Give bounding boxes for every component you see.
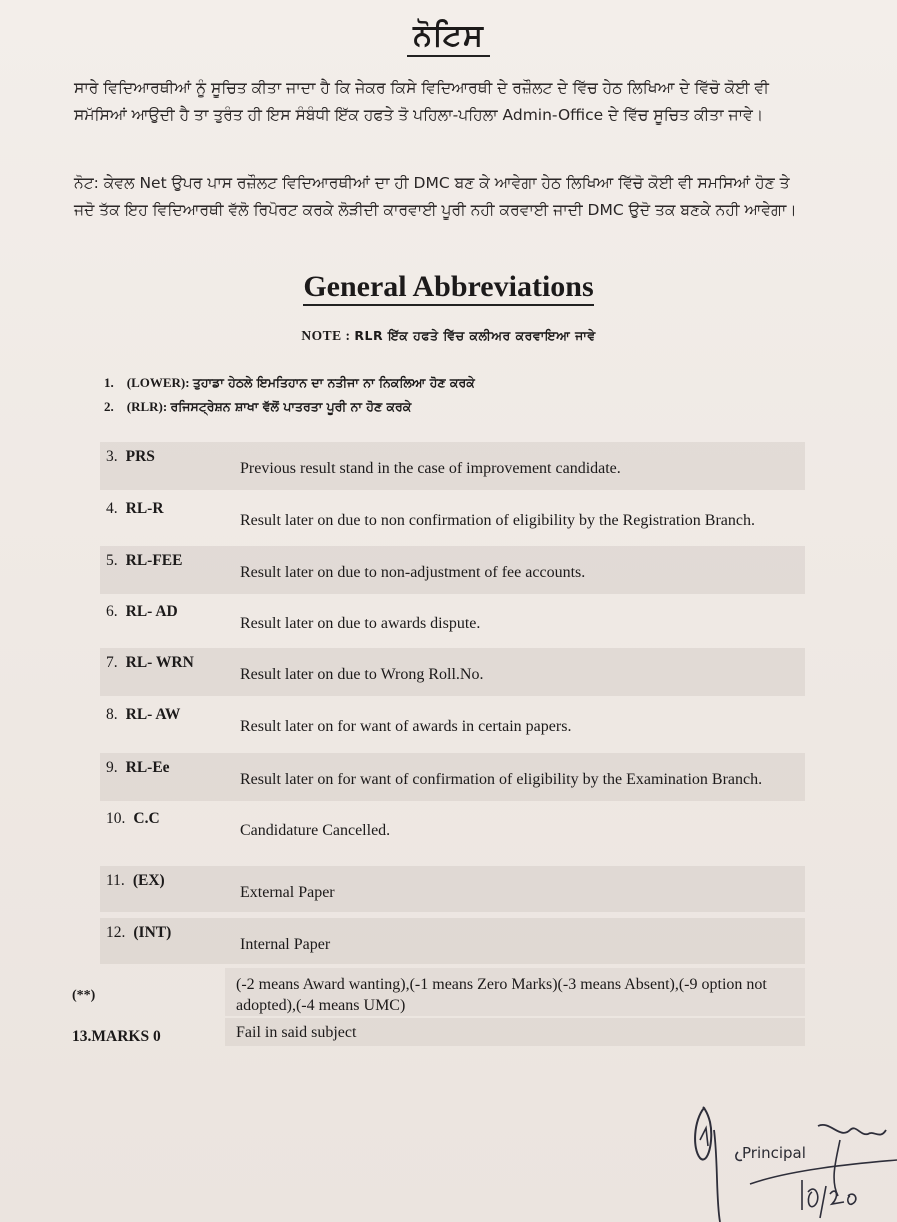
abbrev-row-rl-ee: 9. RL-Ee Result later on for want of confirmation of eligibility by the Examination Branch. — [100, 753, 805, 801]
marks-zero-description: Fail in said subject — [236, 1024, 357, 1041]
abbreviations-heading: General Abbreviations — [0, 270, 897, 304]
notice-title: ਨੋਟਿਸ — [0, 18, 897, 53]
marks-codes-description: (-2 means Award wanting),(-1 means Zero Marks)(-3 means Absent),(-9 option not adopted),(-4 means UMC) — [236, 976, 767, 1014]
note-text: RLR ਇੱਕ ਹਫਤੇ ਵਿੱਚ ਕਲੀਅਰ ਕਰਵਾਇਆ ਜਾਵੇ — [354, 328, 596, 343]
marks-zero-label: 13.MARKS 0 — [72, 1028, 161, 1045]
marks-codes-label: (**) — [72, 988, 96, 1003]
punjabi-item-rlr: 2. (RLR): ਰਜਿਸਟ੍ਰੇਸ਼ਨ ਸ਼ਾਖਾ ਵੱਲੋਂ ਪਾਤਰਤਾ ਪੂਰੀ ਨਾ ਹੋਣ ਕਰਕੇ — [104, 399, 412, 414]
note-label: NOTE : — [301, 328, 351, 343]
abbreviations-note — [0, 328, 897, 344]
abbrev-row-rl-ad: 6. RL- AD Result later on due to awards dispute. — [106, 603, 481, 632]
abbrev-row-rl-aw: 8. RL- AW Result later on for want of awards in certain papers. — [106, 706, 572, 735]
abbrev-row-rl-wrn: 7. RL- WRN Result later on due to Wrong Roll.No. — [100, 648, 805, 696]
abbrev-row-prs: 3. PRS Previous result stand in the case of improvement candidate. — [100, 442, 805, 490]
abbrev-row-rl-fee: 5. RL-FEE Result later on due to non-adjustment of fee accounts. — [100, 546, 805, 594]
notice-paragraph-2: ਨੋਟ: ਕੇਵਲ Net ਉਪਰ ਪਾਸ ਰਜ਼ੌਲਟ ਵਿਦਿਆਰਥੀਆਂ ਦਾ ਹੀ DMC ਬਣ ਕੇ ਆਵੇਗਾ ਹੇਠ ਲਿਖਿਆ ਵਿੱਚੋ ਕੋਈ ਵੀ ਸਮਸਿਆਂ ਹੋਣ ਤੇ ਜਦੋ ਤੱਕ ਇਹ ਵਿਦਿਆਰਥੀ ਵੱਲੋ ਰਿਪੋਰਟ ਕਰਕੇ ਲੋੜੀਦੀ ਕਾਰਵਾਈ ਪੂਰੀ ਨਹੀ ਕਰਵਾਈ ਜਾਦੀ DMC ਉਦੋ ਤਕ ਬਣਕੇ ਨਹੀ ਆਵੇਗਾ। — [74, 174, 797, 219]
abbrev-row-cc: 10. C.C Candidature Cancelled. — [106, 810, 391, 839]
principal-label: Principal — [742, 1144, 806, 1162]
abbrev-row-int: 12. (INT) Internal Paper — [100, 918, 805, 964]
notice-paragraph-1: ਸਾਰੇ ਵਿਦਿਆਰਥੀਆਂ ਨੂੰ ਸੂਚਿਤ ਕੀਤਾ ਜਾਦਾ ਹੈ ਕਿ ਜੇਕਰ ਕਿਸੇ ਵਿਦਿਆਰਥੀ ਦੇ ਰਜ਼ੌਲਟ ਦੇ ਵਿੱਚ ਹੇਠ ਲਿਖਿਆ ਦੇ ਵਿੱਚੋ ਕੋਈ ਵੀ ਸਮੱਸਿਆਂ ਆਉਦੀ ਹੈ ਤਾ ਤੁਰੰਤ ਹੀ ਇਸ ਸੰਬੰਧੀ ਇੱਕ ਹਫਤੇ ਤੋ ਪਹਿਲਾ-ਪਹਿਲਾ Admin-Office ਦੇ ਵਿੱਚ ਸੂਚਿਤ ਕੀਤਾ ਜਾਵੇ। — [74, 79, 769, 124]
punjabi-item-lower: 1. (LOWER): ਤੁਹਾਡਾ ਹੇਠਲੇ ਇਮਤਿਹਾਨ ਦਾ ਨਤੀਜਾ ਨਾ ਨਿਕਲਿਆ ਹੋਣ ਕਰਕੇ — [104, 375, 475, 390]
abbrev-row-rl-r: 4. RL-R Result later on due to non confirmation of eligibility by the Registration Branch. — [106, 500, 756, 529]
abbrev-row-ex: 11. (EX) External Paper — [100, 866, 805, 912]
